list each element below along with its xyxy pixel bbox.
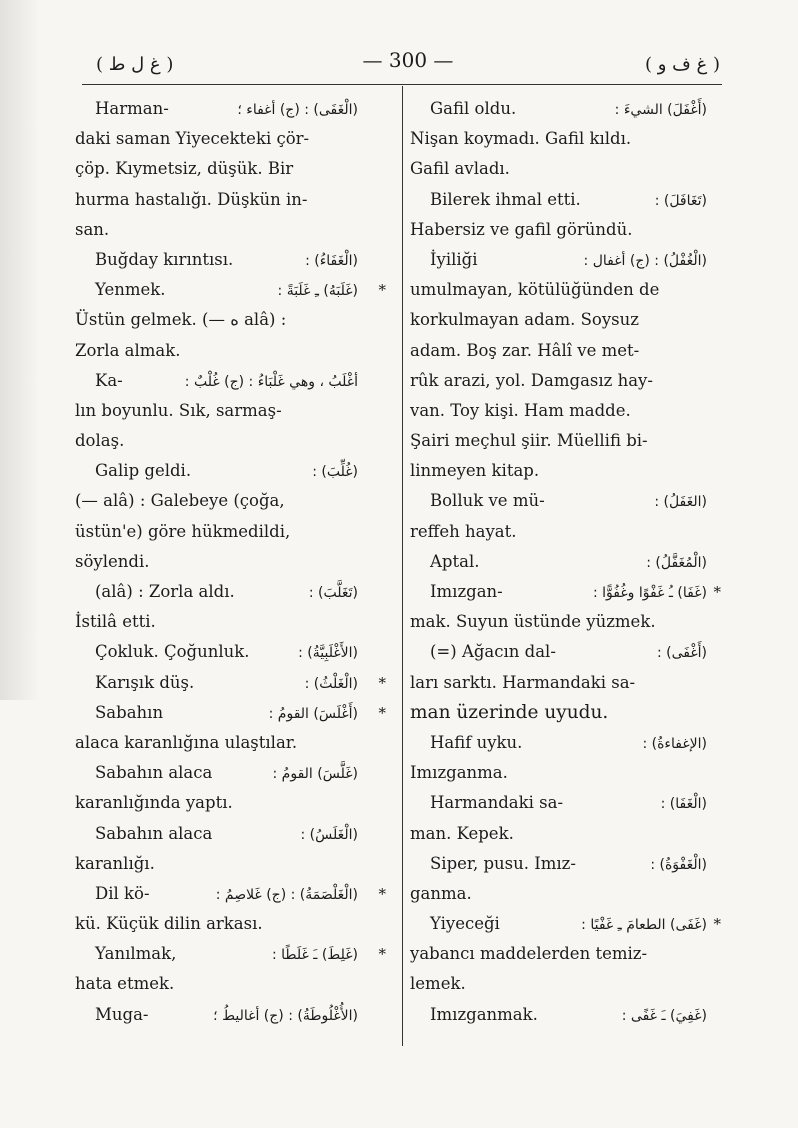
entry-text: Imızgan-	[430, 582, 503, 601]
dictionary-line	[410, 819, 715, 849]
entry-text: daki saman Yiyecekteki çör-	[75, 129, 310, 149]
entry-text: karanlığı.	[75, 853, 155, 873]
arabic-headword: (الْمُغَفَّلُ) :	[646, 554, 707, 571]
dictionary-line	[410, 396, 715, 426]
entry-text: Karışık düş.	[95, 672, 195, 692]
dictionary-line	[410, 486, 715, 516]
entry-text: kü. Küçük dilin arkası.	[75, 914, 263, 934]
arabic-headword: (الْغَفَاءُ) :	[305, 252, 358, 269]
page-number: — 300 —	[362, 48, 454, 72]
dictionary-line	[75, 275, 386, 305]
dictionary-line	[410, 336, 715, 366]
entry-star-marker: *	[378, 703, 386, 722]
entry-text: Sabahın	[95, 702, 164, 722]
dictionary-line	[410, 426, 715, 456]
dictionary-line	[75, 305, 380, 335]
entry-star-marker: *	[378, 884, 386, 903]
dictionary-line	[410, 849, 715, 879]
page-header	[88, 44, 728, 80]
arabic-headword: (تَغَافَلَ) :	[654, 192, 707, 209]
entry-text: Üstün gelmek. (— ه alâ) :	[75, 310, 287, 330]
dictionary-line	[75, 215, 380, 245]
entry-text: Galip geldi.	[95, 461, 192, 481]
entry-text: (alâ) : Zorla aldı.	[95, 582, 235, 601]
entry-text: Yanılmak,	[95, 944, 177, 964]
dictionary-line	[410, 185, 715, 215]
dictionary-line	[410, 909, 721, 939]
arabic-headword: (أَغْفَلَ) الشيءَ :	[614, 102, 707, 118]
dictionary-line	[75, 366, 380, 396]
entry-text: Imızganma.	[410, 763, 508, 783]
dictionary-line	[410, 607, 715, 637]
dictionary-line	[75, 547, 380, 577]
dictionary-line	[75, 1000, 380, 1030]
dictionary-line	[410, 939, 715, 969]
arabic-headword: (غُلِّبَ) :	[312, 464, 358, 481]
header-right-keyword: ( غ ف و )	[644, 54, 720, 75]
dictionary-line	[410, 275, 715, 305]
entry-text: korkulmayan adam. Soysuz	[410, 310, 639, 330]
entry-text: rûk arazi, yol. Damgasız hay-	[410, 370, 653, 390]
dictionary-line	[75, 607, 380, 637]
entry-text: çöp. Kıymetsiz, düşük. Bir	[75, 159, 294, 179]
page-edge-shadow	[0, 0, 40, 700]
dictionary-line	[410, 94, 715, 124]
arabic-headword: (الْغَلْصَمَةُ) : (ج) غَلاصِمُ :	[215, 886, 358, 903]
entry-text: yabancı maddelerden temiz-	[410, 944, 648, 964]
entry-text: Gafil avladı.	[410, 159, 510, 179]
entry-star-marker: *	[713, 583, 721, 601]
arabic-headword: (غَفَى) الطعامَ ـِ غَفْيًا :	[581, 917, 707, 934]
dictionary-line	[410, 456, 715, 486]
entry-text: Sabahın alaca	[95, 823, 213, 843]
entry-text: Dil kö-	[95, 883, 150, 903]
dictionary-line	[75, 849, 380, 879]
arabic-headword: (الْغَلَسُ) :	[300, 826, 358, 843]
entry-text: üstün'e) göre hükmedildi,	[75, 521, 291, 541]
dictionary-line	[410, 969, 715, 999]
dictionary-line	[75, 154, 380, 184]
arabic-headword: (غَفَا) ـُ غَفْوًا وغُفُوًّا :	[592, 585, 707, 601]
dictionary-line	[410, 577, 721, 607]
entry-text: hurma hastalığı. Düşkün in-	[75, 189, 308, 209]
dictionary-line	[75, 969, 380, 999]
arabic-headword: (الْغُفْلُ) : (ج) أغفال :	[583, 252, 707, 269]
dictionary-line	[75, 939, 386, 969]
dictionary-line	[410, 728, 715, 758]
dictionary-line	[75, 577, 380, 607]
entry-text: (— alâ) : Galebeye (çoğa,	[75, 491, 285, 511]
entry-text: Ka-	[95, 370, 123, 390]
entry-text: Çokluk. Çoğunluk.	[95, 642, 250, 662]
entry-star-marker: *	[378, 945, 386, 964]
arabic-headword: (غَلَبَهُ) ـِ غَلَبَةً :	[277, 283, 358, 300]
entry-text: Buğday kırıntısı.	[95, 249, 234, 269]
right-column	[410, 94, 721, 1030]
entry-text: ganma.	[410, 883, 472, 903]
entry-text: Habersiz ve gafil göründü.	[410, 219, 633, 239]
dictionary-line	[75, 758, 380, 788]
entry-text: mak. Suyun üstünde yüzmek.	[410, 612, 656, 632]
entry-text: İstilâ etti.	[75, 612, 156, 632]
entry-star-marker: *	[378, 673, 386, 692]
dictionary-line	[410, 517, 715, 547]
arabic-headword: (الغَفَلُ) :	[654, 494, 707, 511]
entry-text: Bilerek ihmal etti.	[430, 189, 581, 209]
dictionary-line	[75, 637, 380, 667]
entry-text: hata etmek.	[75, 974, 175, 994]
entry-text: lemek.	[410, 974, 466, 994]
dictionary-line	[75, 94, 380, 124]
entry-text: Imızganmak.	[430, 1004, 538, 1024]
arabic-headword: أغْلَبُ ، وهي غَلْبَاءُ : (ج) غُلْبٌ :	[184, 373, 358, 390]
dictionary-line	[75, 396, 380, 426]
entry-star-marker: *	[378, 281, 386, 300]
entry-text: Bolluk ve mü-	[430, 491, 545, 511]
arabic-headword: (الإغفاءةُ) :	[642, 735, 707, 752]
header-left-keyword: ( غ ل ط )	[96, 54, 174, 75]
entry-text: dolaş.	[75, 431, 125, 451]
dictionary-line	[75, 486, 380, 516]
arabic-headword: (الْغَفْوَةُ) :	[650, 856, 707, 873]
entry-text: Yenmek.	[95, 280, 166, 300]
column-divider	[402, 86, 403, 1046]
entry-text: reffeh hayat.	[410, 521, 517, 541]
dictionary-line	[75, 426, 380, 456]
entry-text: Hafif uyku.	[430, 732, 523, 752]
dictionary-line	[75, 879, 386, 909]
entry-text: linmeyen kitap.	[410, 461, 540, 481]
dictionary-line	[75, 336, 380, 366]
header-rule	[82, 84, 722, 85]
dictionary-line	[75, 788, 380, 818]
entry-text: lın boyunlu. Sık, sarmaş-	[75, 400, 282, 420]
dictionary-line	[410, 758, 715, 788]
dictionary-line	[75, 909, 380, 939]
dictionary-line	[75, 668, 386, 698]
dictionary-line	[410, 366, 715, 396]
dictionary-line	[75, 728, 380, 758]
entry-text: adam. Boş zar. Hâlî ve met-	[410, 340, 640, 360]
dictionary-line	[410, 547, 715, 577]
arabic-headword: (الأَغْلَبِيَّةُ) :	[298, 645, 358, 662]
entry-star-marker: *	[713, 915, 721, 934]
dictionary-line	[410, 698, 715, 728]
arabic-headword: (غَفِيَ) ـَ غَفًى :	[621, 1007, 707, 1024]
dictionary-line	[410, 245, 715, 275]
arabic-headword: (الْغَفَى) : (ج) أغفاء ؛	[237, 102, 358, 118]
entry-text: man üzerinde uyudu.	[410, 701, 609, 723]
arabic-headword: (غَلِطَ) ـَ غَلَطًا :	[271, 947, 358, 964]
left-column	[75, 94, 386, 1030]
arabic-headword: (الْغَفَا) :	[660, 796, 707, 813]
dictionary-line	[410, 788, 715, 818]
entry-text: Harmandaki sa-	[430, 793, 564, 813]
arabic-headword: (تَغَلَّبَ) :	[308, 585, 358, 601]
entry-text: Siper, pusu. Imız-	[430, 853, 576, 873]
entry-text: Gafil oldu.	[430, 99, 517, 118]
entry-text: Muga-	[95, 1004, 149, 1024]
dictionary-line	[75, 245, 380, 275]
entry-text: alaca karanlığına ulaştılar.	[75, 732, 298, 752]
entry-text: Şairi meçhul şiir. Müellifi bi-	[410, 431, 648, 451]
dictionary-line	[75, 819, 380, 849]
dictionary-line	[75, 124, 380, 154]
dictionary-line	[410, 668, 715, 698]
dictionary-line	[410, 215, 715, 245]
dictionary-line	[410, 637, 715, 667]
entry-text: Yiyeceği	[430, 914, 500, 934]
entry-text: san.	[75, 219, 110, 239]
entry-text: İyiliği	[430, 249, 478, 269]
entry-text: ları sarktı. Harmandaki sa-	[410, 672, 636, 692]
entry-text: umulmayan, kötülüğünden de	[410, 280, 660, 300]
dictionary-line	[410, 305, 715, 335]
entry-text: Nişan koymadı. Gafil kıldı.	[410, 129, 632, 149]
dictionary-line	[75, 698, 386, 728]
arabic-headword: (الْغَلْثُ) :	[304, 675, 358, 692]
arabic-headword: (الأُغْلُوطَةُ) : (ج) أغاليطُ ؛	[213, 1007, 358, 1024]
entry-text: Zorla almak.	[75, 340, 181, 360]
entry-text: Aptal.	[430, 551, 480, 571]
entry-text: (=) Ağacın dal-	[430, 642, 556, 662]
dictionary-line	[410, 1000, 715, 1030]
dictionary-line	[410, 879, 715, 909]
dictionary-line	[75, 456, 380, 486]
entry-text: Harman-	[95, 99, 169, 118]
arabic-headword: (أَغْفَى) :	[656, 645, 707, 662]
entry-text: karanlığında yaptı.	[75, 793, 233, 813]
entry-text: van. Toy kişi. Ham madde.	[410, 400, 631, 420]
dictionary-line	[75, 185, 380, 215]
entry-text: man. Kepek.	[410, 823, 514, 843]
arabic-headword: (غَلَّسَ) القومُ :	[272, 766, 358, 783]
entry-text: söylendi.	[75, 551, 150, 571]
arabic-headword: (أَغْلَسَ) القومُ :	[268, 705, 358, 722]
dictionary-line	[410, 154, 715, 184]
dictionary-line	[410, 124, 715, 154]
dictionary-line	[75, 517, 380, 547]
entry-text: Sabahın alaca	[95, 763, 213, 783]
